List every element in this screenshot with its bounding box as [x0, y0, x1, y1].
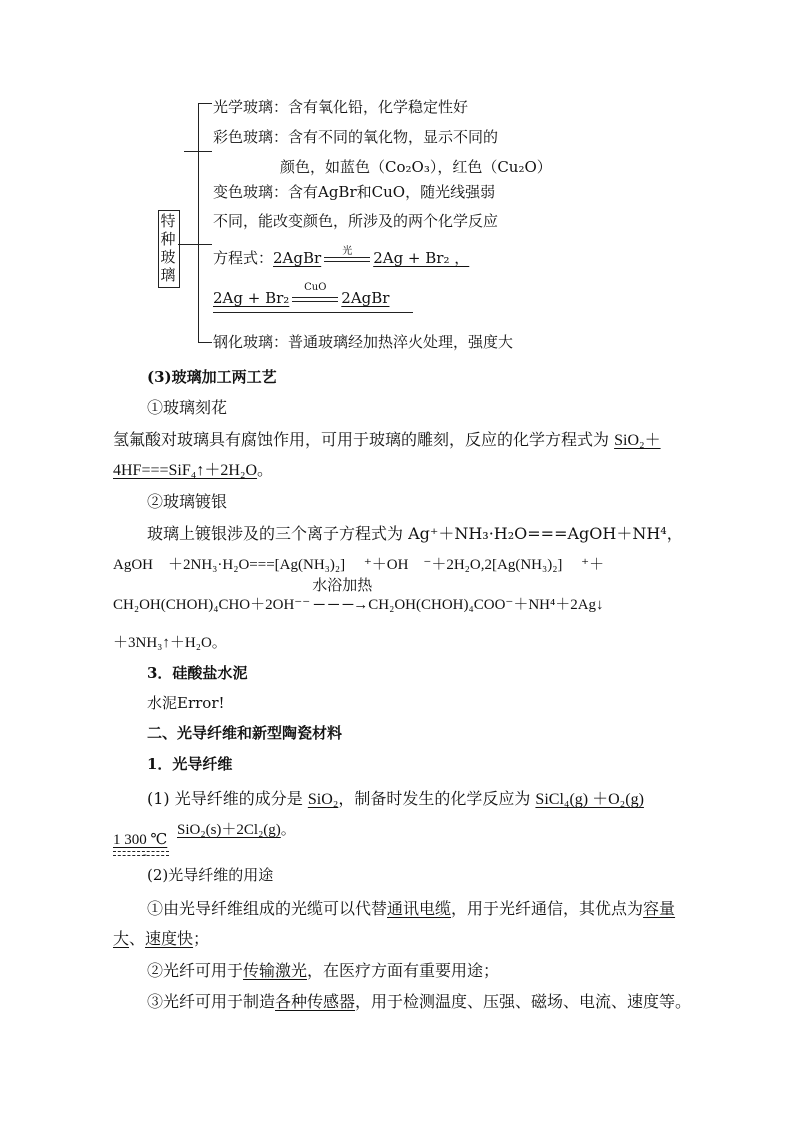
cement-heading: 3．硅酸盐水泥 — [147, 664, 248, 682]
eq1-condition: 光 — [342, 245, 353, 257]
use1-sep: 、 — [129, 929, 146, 948]
sec3-p2-condition: 水浴加热 — [312, 576, 373, 594]
brace-branch-2 — [184, 151, 212, 152]
sec3-sub1: ①玻璃刻花 — [147, 398, 228, 417]
sec2-use-1-line1 — [147, 896, 675, 919]
eq1-prefix: 方程式： — [213, 249, 274, 267]
sec2-p1-answer-3: SiO₂(s)＋2Cl₂(g) — [177, 822, 281, 838]
sec3-heading: (3)玻璃加工两工艺 — [147, 368, 277, 386]
sec2-use-1-line2 — [113, 926, 209, 949]
use1-answer-3: 速度快 — [145, 929, 194, 948]
use1-answer-2: 容量 — [643, 899, 676, 918]
brace-branch-3 — [178, 244, 212, 245]
sec3-p2-line2: AgOH ＋2NH₃·H₂O===[Ag(NH₃)₂] ⁺＋OH ⁻＋2H₂O,2[Ag(NH₃)₂] ⁺＋ — [113, 557, 605, 573]
brace-branch-1 — [198, 103, 212, 104]
brace-item-photochromic-2: 不同，能改变颜色，所涉及的两个化学反应 — [213, 212, 499, 230]
brace-item-optical: 光学玻璃：含有氧化铅，化学稳定性好 — [213, 98, 469, 116]
sec2-sub2: (2)光导纤维的用途 — [147, 866, 274, 884]
sec2-heading: 二、光导纤维和新型陶瓷材料 — [147, 724, 343, 742]
eq2-underline-extend — [213, 312, 413, 313]
eq2-left: 2Ag + Br₂ — [213, 289, 290, 307]
sec2-p1-double-line — [113, 851, 169, 856]
sec2-p1-answer-1: SiO₂ — [307, 791, 339, 808]
use2-text-2: ，在医疗方面有重要用途； — [307, 961, 500, 980]
eq1-left: 2AgBr — [273, 249, 322, 267]
sec2-p1-condition: 1 300 ℃ — [113, 832, 168, 848]
sec3-p2-right: CH₂OH(CHOH)₄COO⁻＋NH⁴＋2Ag↓ — [368, 597, 604, 613]
sec3-sub2: ②玻璃镀银 — [147, 492, 228, 511]
sec2-p1-dash: - — [143, 848, 147, 861]
sec3-p2-line4: ＋3NH₃↑＋H₂O。 — [113, 635, 227, 651]
use3-text-2: ，用于检测温度、压强、磁场、电流、速度等。 — [355, 992, 692, 1011]
use2-answer: 传输激光 — [243, 961, 308, 980]
use1-text-2: ，用于光纤通信，其优点为 — [451, 899, 644, 918]
sec3-p2-arrow: ⁻ ─ ─ ─→ — [302, 597, 369, 613]
brace-branch-4 — [198, 342, 212, 343]
sec3-p1-period: 。 — [257, 460, 274, 479]
brace-vertical — [198, 103, 199, 343]
sec3-p1-answer-2: 4HF===SiF₄↑＋2H₂O — [113, 462, 258, 479]
sec2-p1-answer-2: SiCl₄(g) ＋O₂(g) — [535, 791, 644, 808]
sec3-p1-line1 — [113, 427, 661, 450]
sec3-p1-answer-1: SiO₂＋ — [614, 432, 661, 449]
brace-item-tempered: 钢化玻璃：普通玻璃经加热淬火处理，强度大 — [213, 333, 514, 351]
sec2-p1-line2 — [113, 818, 296, 848]
sec2-p1-period: 。 — [280, 822, 296, 838]
sec2-use-2 — [147, 958, 499, 981]
sec2-p1-line1 — [147, 786, 644, 809]
sec2-sub1: 1．光导纤维 — [147, 755, 233, 773]
brace-label: 特种玻璃 — [160, 212, 176, 284]
use2-text-1: ②光纤可用于 — [147, 961, 244, 980]
eq1-double-line — [324, 257, 370, 262]
sec2-use-3 — [147, 989, 691, 1012]
eq1-right: 2Ag + Br₂ ， — [373, 249, 470, 267]
use1-end: ； — [193, 929, 210, 948]
use1-answer-1: 通讯电缆 — [387, 899, 452, 918]
eq2-right: 2AgBr — [341, 289, 390, 307]
brace-item-color-1: 彩色玻璃：含有不同的氧化物，显示不同的 — [213, 128, 499, 146]
sec3-p2-line1: 玻璃上镀银涉及的三个离子方程式为 Ag⁺＋NH₃·H₂O===AgOH＋NH⁴， — [147, 524, 683, 543]
use1-answer-2b: 大 — [113, 929, 130, 948]
sec3-p1-line2 — [113, 457, 273, 480]
sec3-p2-left: CH₂OH(CHOH)₄CHO＋2OH⁻ — [113, 597, 303, 613]
brace-equation-2 — [213, 281, 390, 307]
use1-text-1: ①由光导纤维组成的光缆可以代替 — [147, 899, 388, 918]
use3-text-1: ③光纤可用于制造 — [147, 992, 276, 1011]
cement-text: 水泥Error! — [147, 694, 225, 712]
eq2-condition: CuO — [304, 281, 327, 293]
sec2-p1-text-1: (1) 光导纤维的成分是 — [147, 789, 308, 808]
sec3-p1-text: 氢氟酸对玻璃具有腐蚀作用，可用于玻璃的雕刻，反应的化学方程式为 — [113, 430, 615, 449]
sec2-p1-text-2: ，制备时发生的化学反应为 — [338, 789, 536, 808]
brace-item-photochromic-1: 变色玻璃：含有AgBr和CuO，随光线强弱 — [213, 183, 496, 201]
brace-item-color-2: 颜色，如蓝色（Co₂O₃），红色（Cu₂O） — [280, 158, 552, 176]
use3-answer: 各种传感器 — [275, 992, 356, 1011]
eq2-double-line — [292, 297, 338, 302]
brace-equation-1 — [213, 247, 469, 268]
sec3-p2-line3 — [113, 576, 604, 614]
